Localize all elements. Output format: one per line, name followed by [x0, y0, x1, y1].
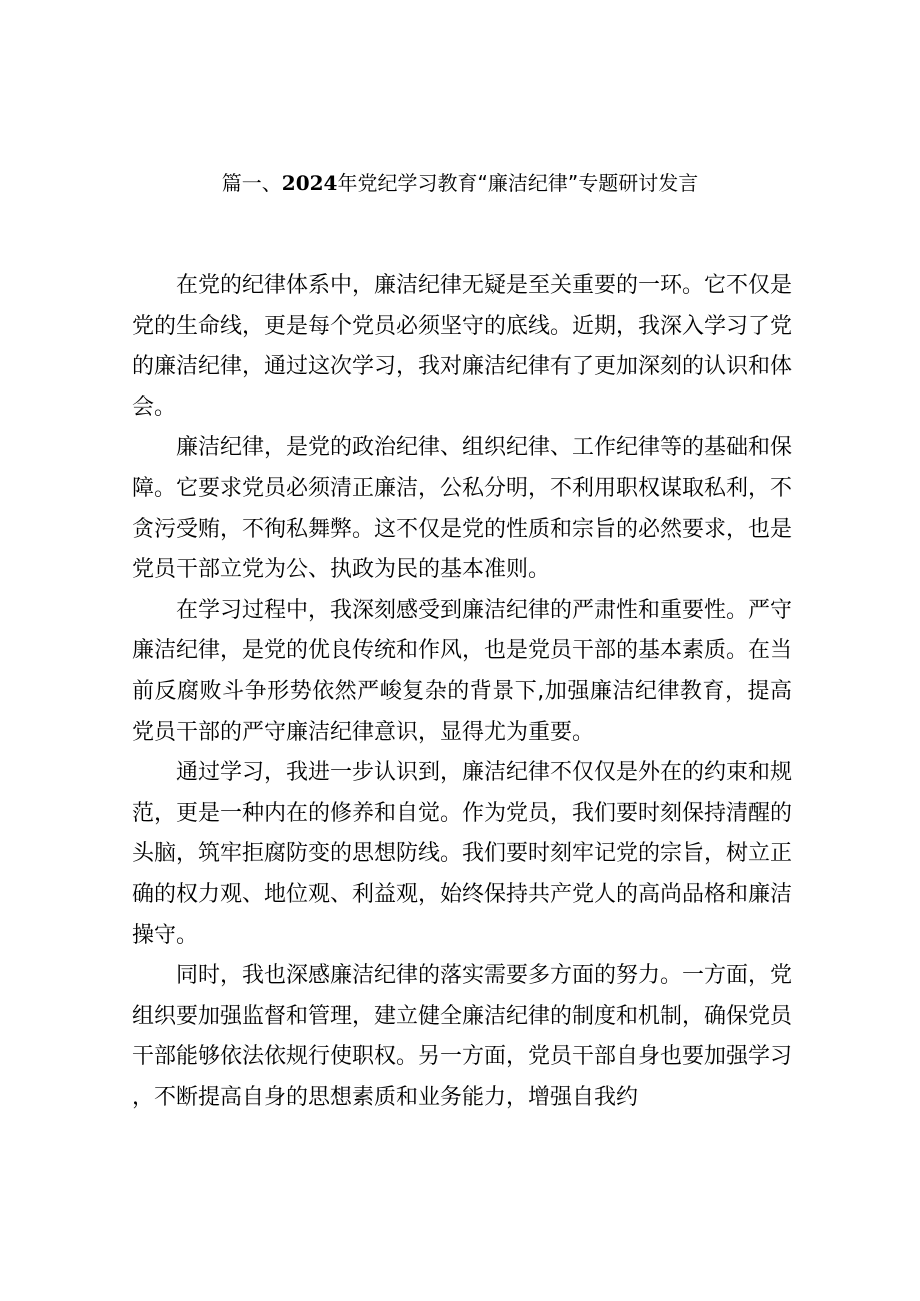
title-year: 2024 — [281, 171, 338, 195]
paragraph-1: 在党的纪律体系中，廉洁纪律无疑是至关重要的一环。它不仅是党的生命线，更是每个党员必须坚守的底线。近期，我深入学习了党的廉洁纪律，通过这次学习，我对廉洁纪律有了更加深刻的认识和体会。 — [132, 273, 793, 420]
paragraph-2: 廉洁纪律，是党的政治纪律、组织纪律、工作纪律等的基础和保障。它要求党员必须清正廉洁，公私分明，不利用职权谋取私利，不贪污受贿，不徇私舞弊。这不仅是党的性质和宗旨的必然要求，也是党员干部立党为公、执政为民的基本准则。 — [132, 435, 793, 583]
paragraph-4: 通过学习，我进一步认识到，廉洁纪律不仅仅是外在的约束和规范，更是一种内在的修养和自觉。作为党员，我们要时刻保持清醒的头脑，筑牢拒腐防变的思想防线。我们要时刻牢记党的宗旨，树立正确的权力观、地位观、利益观，始终保持共产党人的高尚品格和廉洁操守。 — [132, 760, 793, 948]
document-title — [0, 168, 920, 198]
paragraph-5: 同时，我也深感廉洁纪律的落实需要多方面的努力。一方面，党组织要加强监督和管理，建立健全廉洁纪律的制度和机制，确保党员干部能够依法依规行使职权。另一方面，党员干部自身也要加强学习，不断提高自身的思想素质和业务能力，增强自我约 — [132, 963, 793, 1110]
document-body — [132, 266, 792, 1118]
title-text: 年党纪学习教育“廉洁纪律”专题研讨发言 — [337, 171, 699, 195]
title-prefix: 篇一、 — [221, 171, 282, 195]
paragraph-3: 在学习过程中，我深刻感受到廉洁纪律的严肃性和重要性。严守廉洁纪律，是党的优良传统和作风，也是党员干部的基本素质。在当前反腐败斗争形势依然严峻复杂的背景下,加强廉洁纪律教育，提高党员干部的严守廉洁纪律意识，显得尤为重要。 — [132, 597, 793, 745]
